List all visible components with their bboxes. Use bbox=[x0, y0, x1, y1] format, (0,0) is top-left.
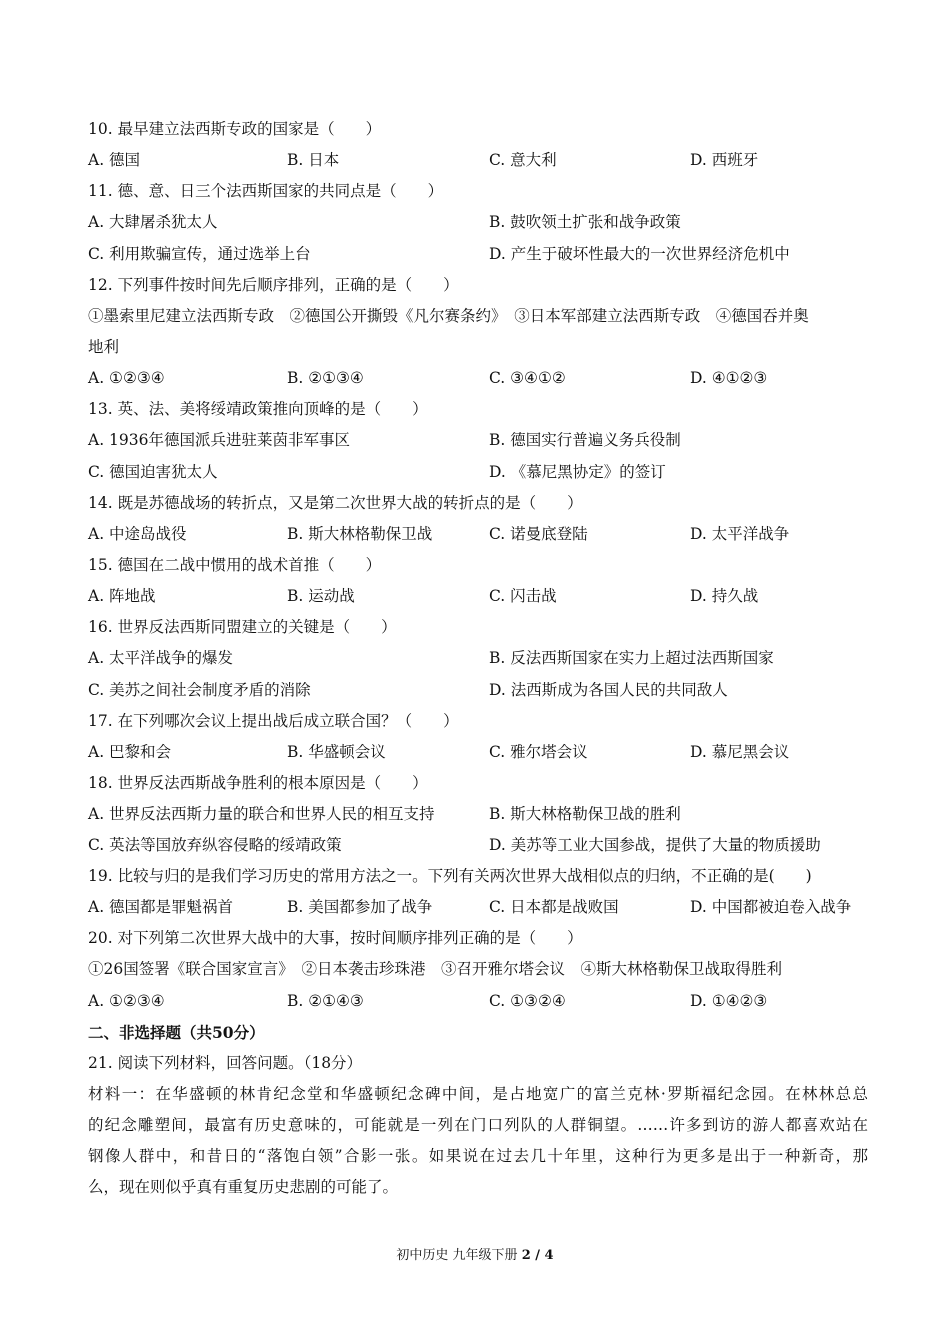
question-16-options-row1 bbox=[88, 643, 868, 674]
option-b: B. 日本 bbox=[287, 151, 340, 169]
question-13-options-row1 bbox=[88, 425, 868, 456]
question-15-stem: 15. 德国在二战中惯用的战术首推（ ） bbox=[88, 556, 382, 574]
option-a: A. 太平洋战争的爆发 bbox=[88, 649, 234, 667]
question-17-stem: 17. 在下列哪次会议上提出战后成立联合国？（ ） bbox=[88, 712, 459, 730]
footer-text: 初中历史 九年级下册 bbox=[396, 1248, 522, 1263]
option-a: A. ①②③④ bbox=[88, 369, 165, 387]
option-a: A. 德国都是罪魁祸首 bbox=[88, 898, 234, 916]
option-d: D. 产生于破坏性最大的一次世界经济危机中 bbox=[489, 245, 790, 263]
option-d: D. 太平洋战争 bbox=[690, 525, 790, 543]
option-b: B. 鼓吹领土扩张和战争政策 bbox=[489, 213, 681, 231]
question-14-options bbox=[88, 519, 868, 550]
question-13-options-row2 bbox=[88, 457, 868, 488]
option-b: B. 反法西斯国家在实力上超过法西斯国家 bbox=[489, 649, 774, 667]
section-heading: 二、非选择题（共50分） bbox=[88, 1023, 265, 1042]
option-d: D. 持久战 bbox=[690, 587, 759, 605]
question-16-options-row2 bbox=[88, 675, 868, 706]
option-b: B. 美国都参加了战争 bbox=[287, 898, 433, 916]
question-13-stem: 13. 英、法、美将绥靖政策推向顶峰的是（ ） bbox=[88, 400, 428, 418]
option-b: B. 华盛顿会议 bbox=[287, 743, 386, 761]
question-15-options bbox=[88, 581, 868, 612]
question-12-items: ①墨索里尼建立法西斯专政 ②德国公开撕毁《凡尔赛条约》 ③日本军部建立法西斯专政 ④德国吞并奥 bbox=[88, 307, 809, 325]
option-b: B. 德国实行普遍义务兵役制 bbox=[489, 431, 681, 449]
option-a: A. 世界反法西斯力量的联合和世界人民的相互支持 bbox=[88, 805, 435, 823]
option-c: C. ①③②④ bbox=[489, 992, 566, 1010]
page-footer bbox=[0, 1246, 950, 1266]
question-11-options-row2 bbox=[88, 239, 868, 270]
question-11-stem: 11. 德、意、日三个法西斯国家的共同点是（ ） bbox=[88, 182, 444, 200]
option-c: C. 雅尔塔会议 bbox=[489, 743, 588, 761]
option-a: A. 1936年德国派兵进驻莱茵非军事区 bbox=[88, 431, 350, 449]
option-d: D. 慕尼黑会议 bbox=[690, 743, 790, 761]
option-d: D. ④①②③ bbox=[690, 369, 768, 387]
question-19-options bbox=[88, 892, 868, 923]
option-a: A. 阵地战 bbox=[88, 587, 156, 605]
option-d: D. 中国都被迫卷入战争 bbox=[690, 898, 852, 916]
option-c: C. 德国迫害犹太人 bbox=[88, 463, 218, 481]
question-20-items: ①26国签署《联合国家宣言》 ②日本袭击珍珠港 ③召开雅尔塔会议 ④斯大林格勒保卫战取得胜利 bbox=[88, 960, 782, 978]
option-c: C. 诺曼底登陆 bbox=[489, 525, 588, 543]
question-10-stem: 10. 最早建立法西斯专政的国家是（ ） bbox=[88, 120, 382, 138]
question-20-stem: 20. 对下列第二次世界大战中的大事，按时间顺序排列正确的是（ ） bbox=[88, 929, 583, 947]
question-11-options-row1 bbox=[88, 207, 868, 238]
option-b: B. ②①③④ bbox=[287, 369, 364, 387]
material-1-line-2: 的纪念雕塑间，最富有历史意味的，可能就是一列在门口列队的人群铜望。……许多到访的游人都喜欢站在 bbox=[88, 1116, 868, 1134]
option-a: A. 大肆屠杀犹太人 bbox=[88, 213, 218, 231]
option-c: C. 英法等国放弃纵容侵略的绥靖政策 bbox=[88, 836, 342, 854]
option-c: C. 日本都是战败国 bbox=[489, 898, 619, 916]
question-14-stem: 14. 既是苏德战场的转折点，又是第二次世界大战的转折点的是（ ） bbox=[88, 494, 583, 512]
option-a: A. 德国 bbox=[88, 151, 141, 169]
question-10-options bbox=[88, 145, 868, 176]
option-b: B. 斯大林格勒保卫战 bbox=[287, 525, 433, 543]
material-1-line-4: 么，现在则似乎真有重复历史悲剧的可能了。 bbox=[88, 1178, 399, 1196]
material-1-line-3: 钢像人群中，和昔日的“落饱白领”合影一张。如果说在过去几十年里，这种行为更多是出于一种新奇，那 bbox=[88, 1147, 868, 1165]
question-18-stem: 18. 世界反法西斯战争胜利的根本原因是（ ） bbox=[88, 774, 428, 792]
option-c: C. 美苏之间社会制度矛盾的消除 bbox=[88, 681, 311, 699]
option-c: C. 利用欺骗宣传，通过选举上台 bbox=[88, 245, 311, 263]
material-1-line-1: 材料一：在华盛顿的林肯纪念堂和华盛顿纪念碑中间，是占地宽广的富兰克林·罗斯福纪念园。在林林总总 bbox=[88, 1085, 868, 1103]
option-d: D. ①④②③ bbox=[690, 992, 768, 1010]
question-20-options bbox=[88, 986, 868, 1017]
page-number: 2 / 4 bbox=[521, 1248, 554, 1263]
option-a: A. 中途岛战役 bbox=[88, 525, 187, 543]
question-17-options bbox=[88, 737, 868, 768]
option-c: C. ③④①② bbox=[489, 369, 566, 387]
question-12-items-cont: 地利 bbox=[88, 338, 120, 356]
option-d: D. 法西斯成为各国人民的共同敌人 bbox=[489, 681, 728, 699]
option-d: D. 西班牙 bbox=[690, 151, 759, 169]
option-a: A. 巴黎和会 bbox=[88, 743, 172, 761]
option-d: D. 《慕尼黑协定》的签订 bbox=[489, 463, 666, 481]
question-18-options-row2 bbox=[88, 830, 868, 861]
question-19-stem: 19. 比较与归的是我们学习历史的常用方法之一。下列有关两次世界大战相似点的归纳，不正确的是( ) bbox=[88, 867, 812, 885]
option-a: A. ①②③④ bbox=[88, 992, 165, 1010]
option-d: D. 美苏等工业大国参战，提供了大量的物质援助 bbox=[489, 836, 821, 854]
option-b: B. 运动战 bbox=[287, 587, 355, 605]
option-b: B. 斯大林格勒保卫战的胜利 bbox=[489, 805, 681, 823]
question-12-stem: 12. 下列事件按时间先后顺序排列，正确的是（ ） bbox=[88, 276, 459, 294]
question-21-stem: 21. 阅读下列材料，回答问题。（18分） bbox=[88, 1054, 363, 1072]
question-18-options-row1 bbox=[88, 799, 868, 830]
question-12-options bbox=[88, 363, 868, 394]
question-16-stem: 16. 世界反法西斯同盟建立的关键是（ ） bbox=[88, 618, 397, 636]
option-c: C. 闪击战 bbox=[489, 587, 557, 605]
option-c: C. 意大利 bbox=[489, 151, 557, 169]
option-b: B. ②①④③ bbox=[287, 992, 364, 1010]
